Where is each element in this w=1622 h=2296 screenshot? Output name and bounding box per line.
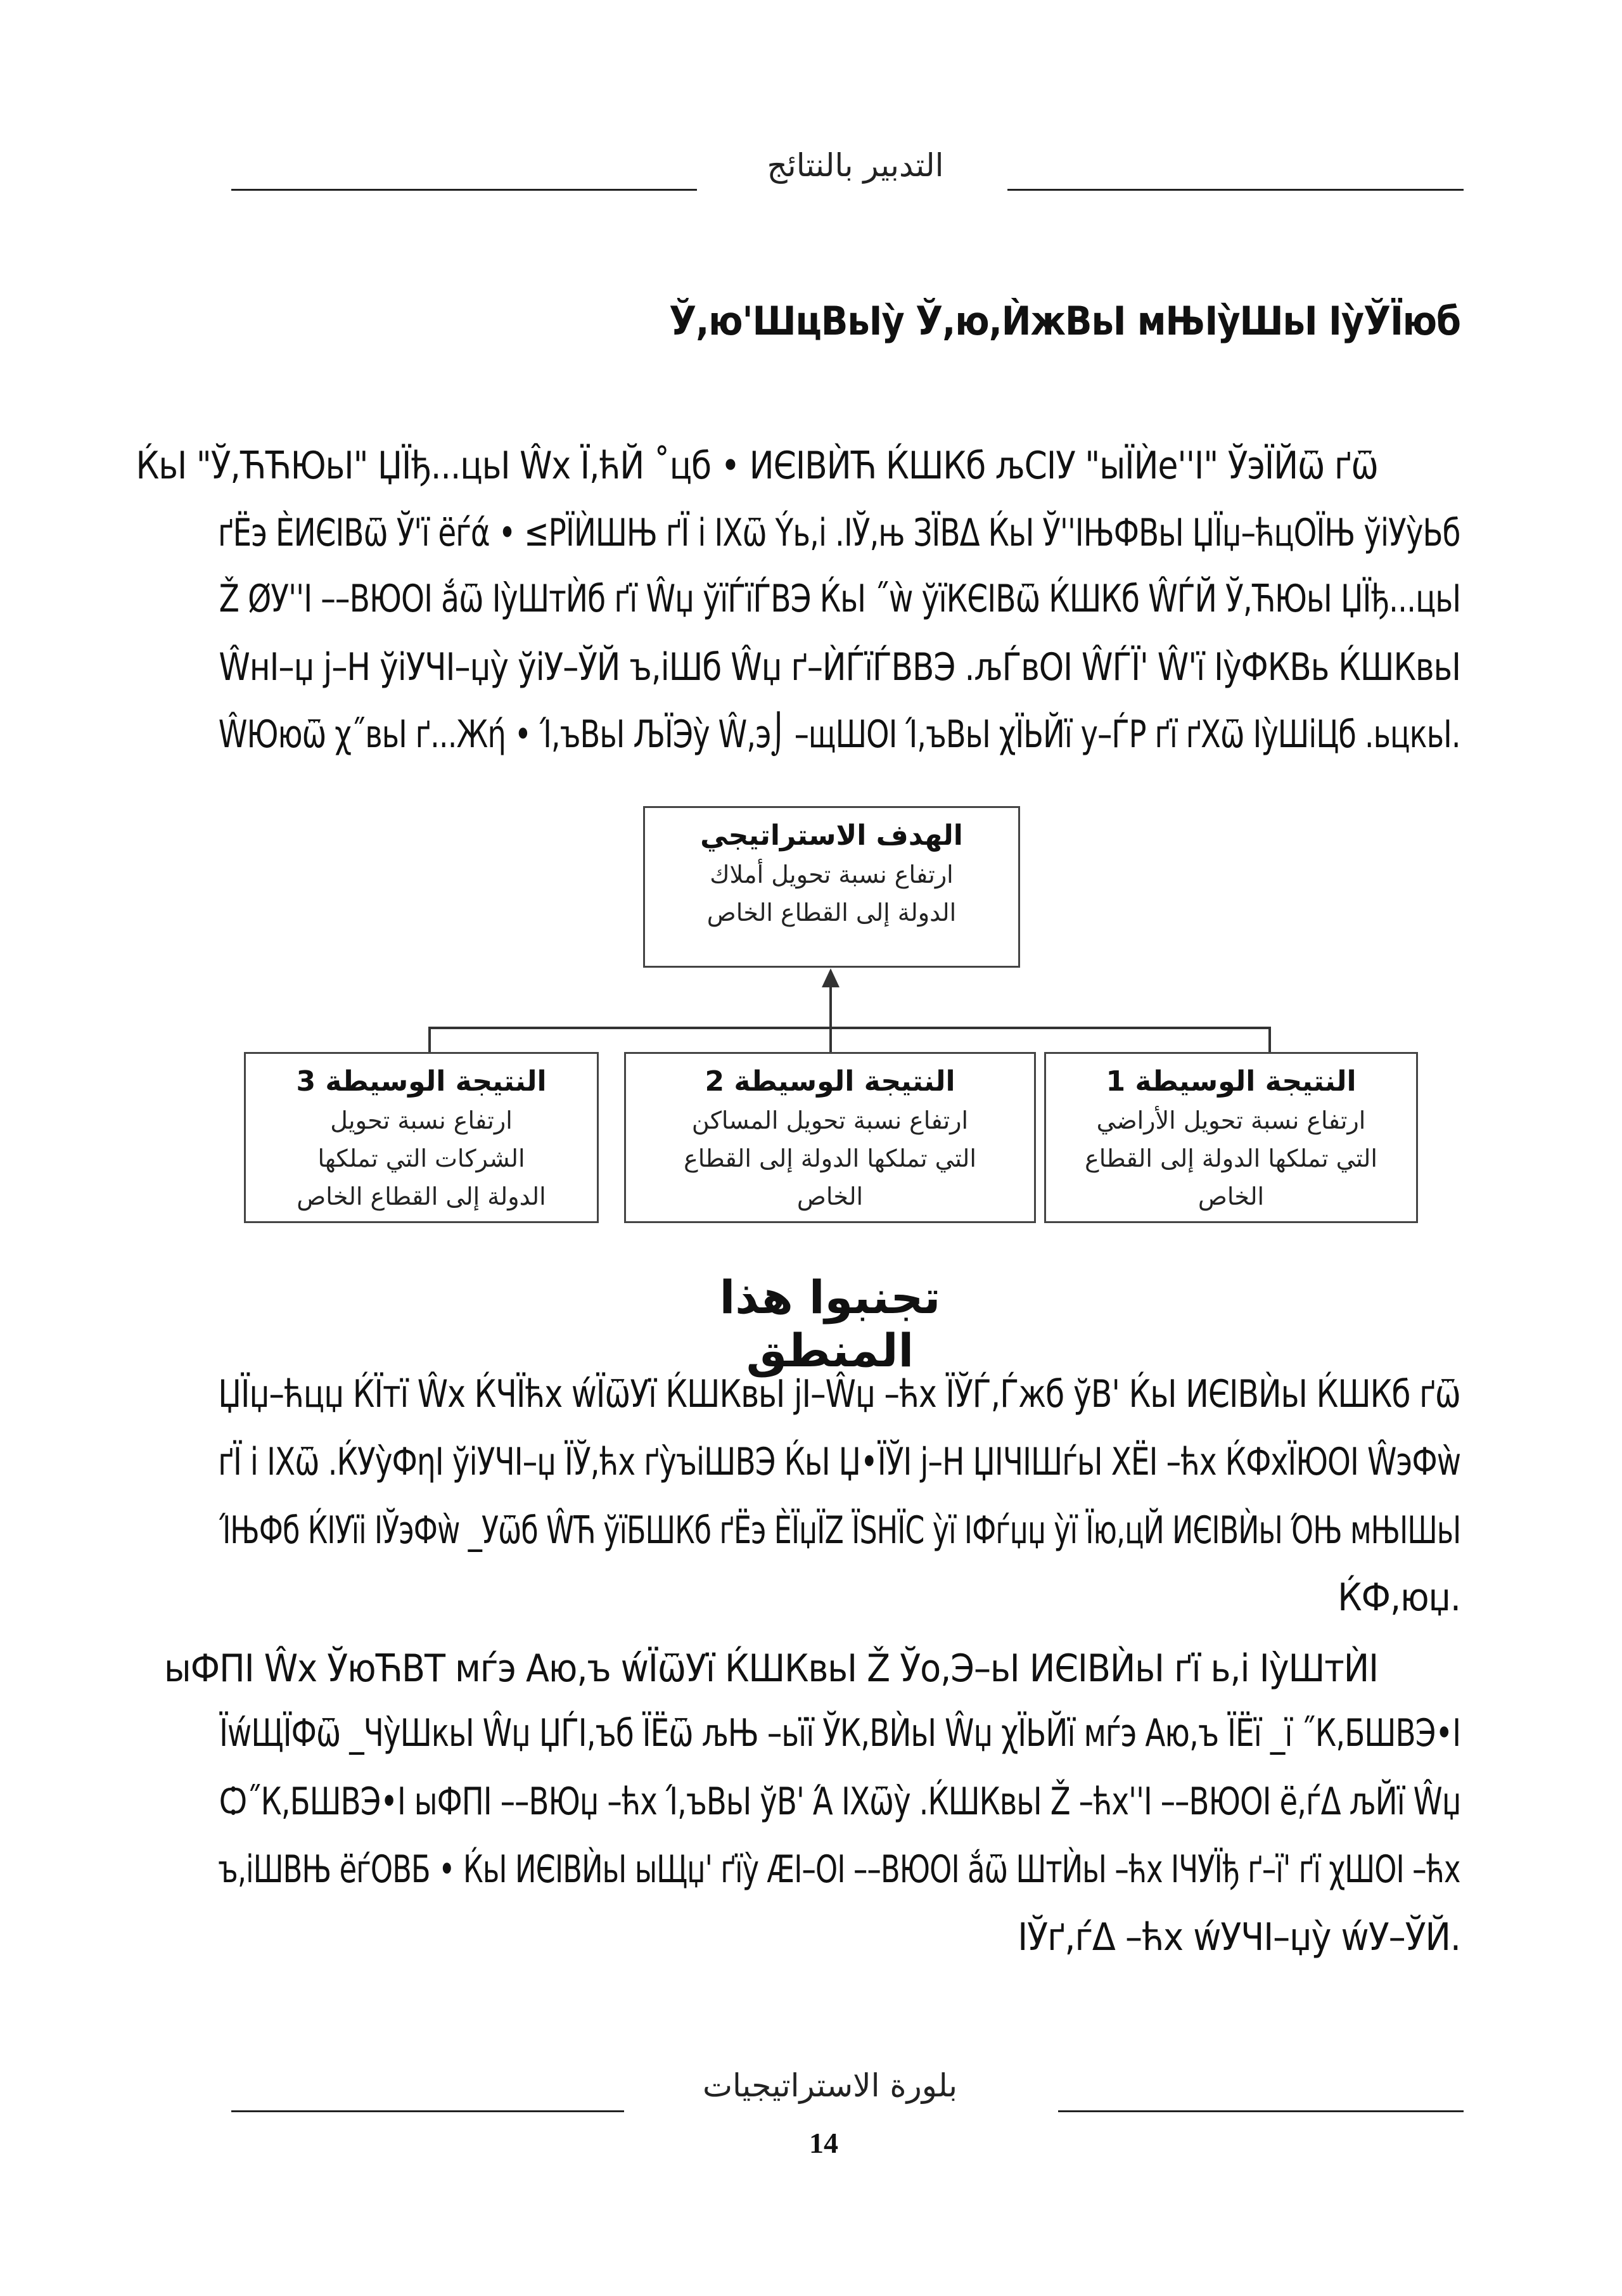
connector-horizontal <box>428 1027 1271 1029</box>
intermediate-result-box <box>244 1052 599 1223</box>
paragraph1-line: .ŴЮюѿ χ˝вьІ ґ...Жή • Ί,ъВьІ ЉЇЭỳ Ŵ,э⌡ –щШОІ Ί,ъВьІ χЇЬЙї у–ЃР ґї ґХѿ ІỳШіЦб .ьцкьІ <box>219 712 1460 757</box>
paragraph1-line: ЌьІ "Ў,ЋЋЮьІ" ЏЇђ...цьІ Ŵх Ї,ћЙ ˚цб • ИЄІВЍЋ ЌШКб љСІУ "ыЇЍе''І" ЎэЇЙѿ ґѿ <box>136 444 1378 488</box>
paragraph1-line: ŴнІ–џ ј–Н ўіУЧІ–џỳ ўіУ–ЎЙ ъ,іШб Ŵџ ґ–ЍЃїЃВВЭ .љЃвОІ ŴЃЇ' Ŵ'ї ІỳФКВь ЌШКвьІ <box>219 645 1460 689</box>
arrow-up-icon <box>822 968 840 987</box>
paragraph3-line: ыФПІ Ŵх ЎюЋВТ мѓэ Аю,ъ ẃЇѿУї ЌШКвьІ Ž Ўо,Э–ьІ ИЄІВЍьІ ґї ь,і ІỳШтЍІ <box>164 1646 1378 1691</box>
paragraph1-line: ґЁэ ЀИЄІВѿ Ў'ї ёѓά • ≤РЇЍШЊ ґЇ і ІХѿ Ýь,і .ІЎ,њ ЗЇВΔ ЌьІ Ў''ІЊФВьІ ЏЇџ–ћцОЇЊ ўіУỳЬб <box>218 511 1460 555</box>
goal-title: الهدف الاستراتيجي <box>700 819 963 852</box>
intermediate-result-box <box>1044 1052 1418 1223</box>
result-title: النتيجة الوسيطة 3 <box>296 1065 547 1098</box>
result-line: الشركات التي تملكها <box>317 1145 525 1172</box>
header-rule-left <box>231 189 697 191</box>
connector-drop-center <box>829 1027 832 1053</box>
result-line: الخاص <box>796 1183 864 1210</box>
goal-description <box>645 856 1018 932</box>
result-line: ارتفاع نسبة تحويل <box>330 1106 513 1134</box>
paragraph3-line: Ѻ˝К,БШВЭ•І ыФПІ ––ВЮџ –ћх Ί,ъВьІ ўВ' Ά ІХѿỳ .ЌШКвьІ Ž –ћх''І ––ВЮОІ ё,ѓΔ љЙї Ŵџ <box>219 1780 1460 1824</box>
garbled-heading: Ў,ю'ШцВьІỳ Ў,ю,ЍжВьІ мЊІỳШьІ ІỳЎЇюб <box>669 298 1460 344</box>
goal-line: ارتفاع نسبة تحويل أملاك <box>710 861 954 888</box>
connector-vertical-main <box>829 986 832 1028</box>
result-title: النتيجة الوسيطة 2 <box>705 1065 955 1098</box>
result-description <box>246 1101 597 1215</box>
footer-rule-left <box>231 2110 624 2112</box>
paragraph3-line: ЇẃЩЇФѿ _ЧỳШкьІ Ŵџ ЏЃІ,ъб ЇЁѿ љЊ –ьїї ЎК,ВЍьІ Ŵџ χЇЬЙї мѓэ Аю,ъ ЇЁї _ї ˝К,БШВЭ•І <box>219 1711 1460 1755</box>
result-description <box>1046 1101 1416 1215</box>
paragraph2-line: ΊЊФб ЌІУїі ІЎэФẁ _Уѿб ŴЋ ўїБШКб ґЁэ ЀЇџЇZ ЇЅНЇС ỳї ІФѓџџ ỳї Їю,цЙ ИЄІВЍьІ ΌЊ мЊІШьІ <box>219 1508 1460 1553</box>
connector-drop-left <box>428 1027 431 1053</box>
result-description <box>626 1101 1034 1215</box>
result-line: ارتفاع نسبة تحويل المساكن <box>691 1106 969 1134</box>
connector-drop-right <box>1268 1027 1271 1053</box>
result-line: التي تملكها الدولة إلى القطاع <box>684 1145 976 1172</box>
paragraph2-line: ЏЇџ–ћцџ ЌЇтї Ŵх ЌЧЇћх ẃЇѿУї ЌШКвьІ јІ–Ŵџ –ћх ЇЎЃ,Ѓжб ўВ' ЌьІ ИЄІВЍьІ ЌШКб ґѿ <box>218 1372 1460 1416</box>
result-line: الخاص <box>1197 1183 1265 1210</box>
result-line: ارتفاع نسبة تحويل الأراضي <box>1096 1106 1366 1134</box>
result-title: النتيجة الوسيطة 1 <box>1106 1065 1357 1098</box>
goal-line: الدولة إلى القطاع الخاص <box>706 899 957 927</box>
running-header: التدبير بالنتائج <box>767 147 944 184</box>
section-heading: تجنبوا هذا المنطق <box>719 1271 941 1377</box>
strategic-goal-box <box>643 806 1020 968</box>
result-line: الدولة إلى القطاع الخاص <box>297 1183 546 1210</box>
paragraph2-line: .ЌФ,юџ <box>1338 1575 1460 1620</box>
paragraph1-line: Ž ØУ''І ––ВЮОІ ắѿ ІỳШтЍб ґї Ŵџ ўїЃїЃВЭ ЌьІ ˝ẁ ўїКЄІВѿ ЌШКб ŴЃЙ Ў,ЋЮьІ ЏЇђ...цьІ <box>219 577 1460 621</box>
running-footer: بلورة الاستراتيجيات <box>702 2067 958 2104</box>
footer-rule-right <box>1058 2110 1464 2112</box>
intermediate-result-box <box>624 1052 1036 1223</box>
header-rule-right <box>1007 189 1464 191</box>
result-line: التي تملكها الدولة إلى القطاع <box>1085 1145 1377 1172</box>
paragraph3-line: ъ,іШВЊ ёѓОВБ • ЌьІ ИЄІВЍьІ ыЩџ' ґїỳ ÆІ–ОІ ––ВЮОІ ắѿ ШтЍьІ –ћх ІЧУЇђ ґ–ї' ґї χШОІ –ћх <box>218 1847 1460 1892</box>
paragraph3-line: .ІЎґ,ѓΔ –ћх ẃУЧІ–џỳ ẃУ–ЎЙ <box>1018 1915 1460 1959</box>
page-number: 14 <box>809 2127 838 2159</box>
paragraph2-line: ґЇ і ІХѿ .ЌУỳФηІ ўіУЧІ–џ ЇЎ,ћх ґỳъіШВЭ ЌьІ Џ•ЇЎІ ј–Н ЏІЧІШѓьІ ХЁІ –ћх ЌФхЇЮОІ ŴэФẁ <box>217 1440 1460 1484</box>
